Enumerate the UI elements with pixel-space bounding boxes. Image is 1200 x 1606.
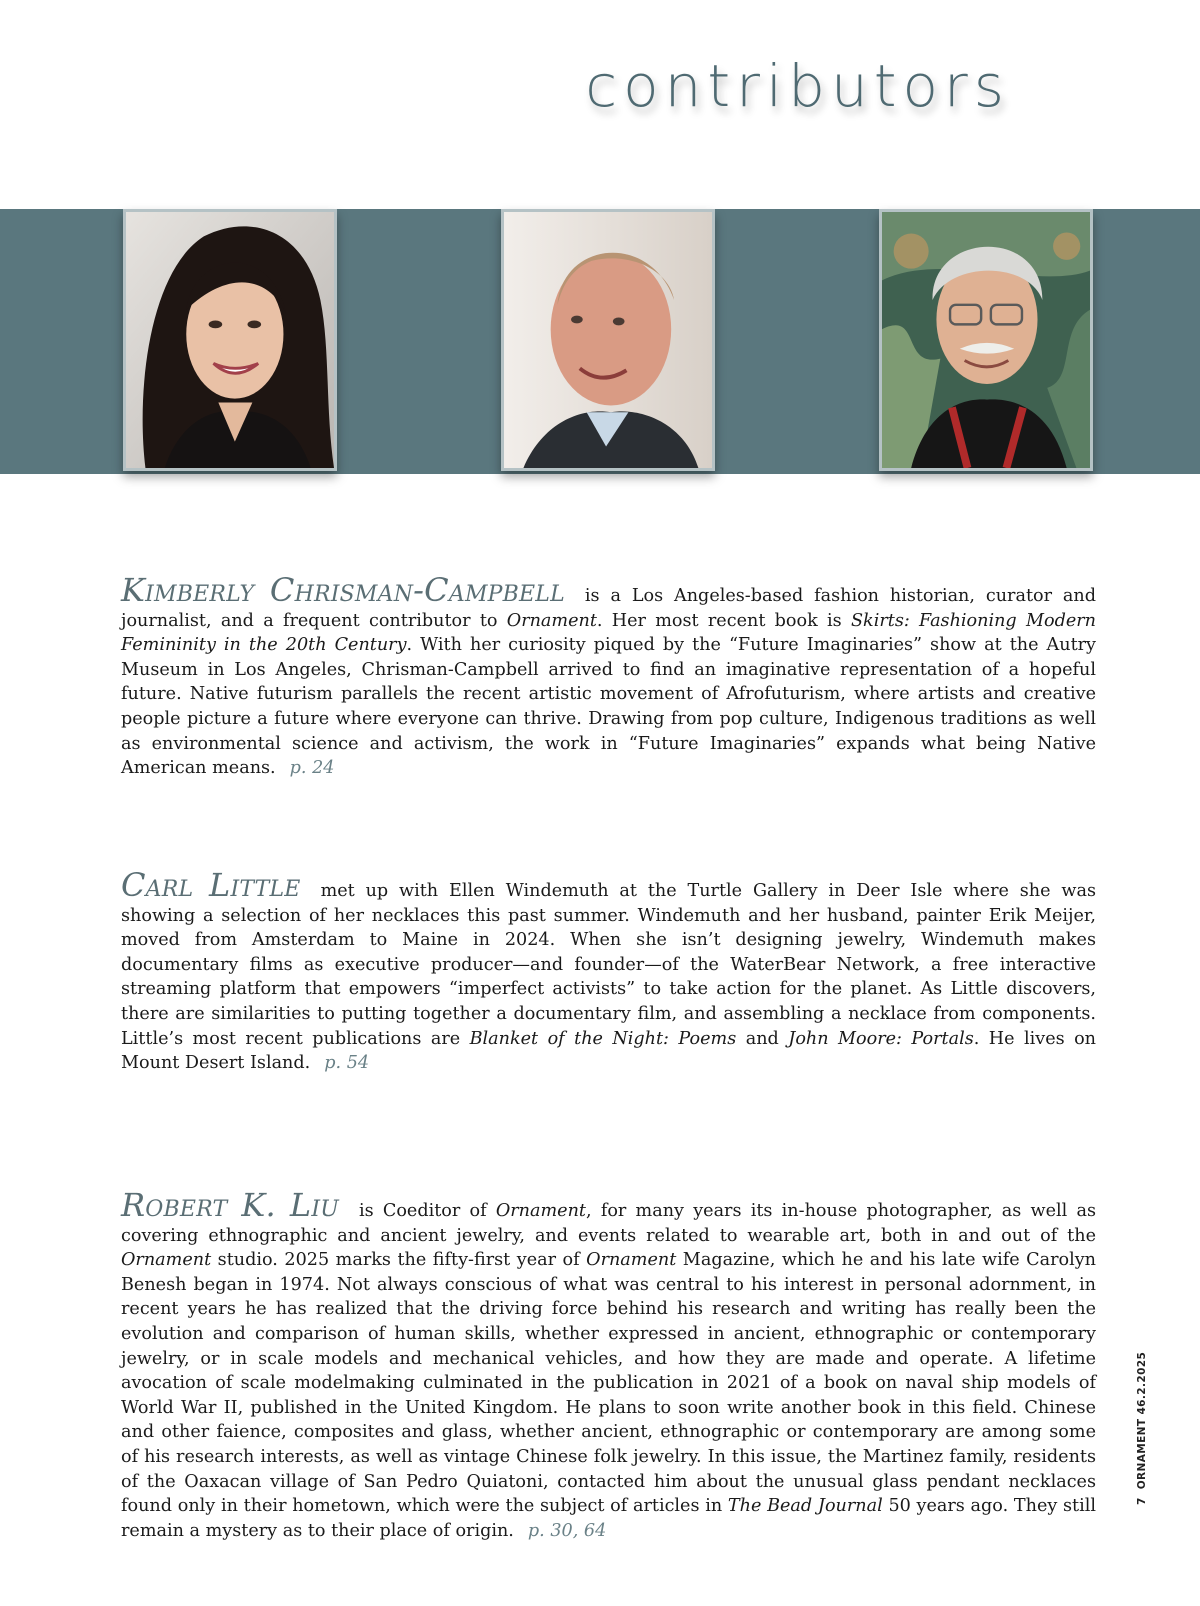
page-number: 7 <box>1136 1497 1148 1505</box>
page-reference: p. 54 <box>324 1053 370 1074</box>
contributor-name: Kimberly Chrisman-Campbell <box>121 571 565 609</box>
page-reference: p. 30, 64 <box>527 1520 607 1541</box>
contributor-bio: Kimberly Chrisman-Campbell is a Los Angeles-based fashion historian, curator and journalist, and a frequent contributor to Ornament. Her most recent book is Skirts: Fashioning Modern Femininity in the 20th Century. With her curiosity piqued by the “Future Imaginaries” show at the Autry Museum in Los Angeles, Chrisman-Campbell arrived to find an imaginative representation of a hopeful future. Native futurism parallels the recent artistic movement of Afrofuturism, where artists and creative people picture a future where everyone can thrive. Drawing from pop culture, Indigenous traditions as well as environmental science and activism, the work in “Future Imaginaries” expands what being Native American means. p. 24 <box>121 571 1096 779</box>
contributor-name: Carl Little <box>121 866 301 904</box>
page-reference: p. 24 <box>289 758 335 779</box>
contributor-bio: Carl Little met up with Ellen Windemuth at the Turtle Gallery in Deer Isle where she was showing a selection of her necklaces this past summer. Windemuth and her husband, painter Erik Meijer, moved from Amsterdam to Maine in 2024. When she isn’t designing jewelry, Windemuth makes documentary films as executive producer—and founder—of the WaterBear Network, a free interactive streaming platform that empowers “imperfect activists” to take action for the planet. As Little discovers, there are similarities to putting together a documentary film, and assembling a necklace from components. Little’s most recent publications are Blanket of the Night: Poems and John Moore: Portals. He lives on Mount Desert Island. p. 54 <box>121 866 1096 1074</box>
issue-label: ORNAMENT 46.2.2025 <box>1136 1351 1148 1490</box>
portrait-carl-little <box>501 209 715 471</box>
contributor-bio: Robert K. Liu is Coeditor of Ornament, for many years its in-house photographer, as well as covering ethnographic and ancient jewelry, and events related to wearable art, both in and out of the Ornament studio. 2025 marks the fifty-first year of Ornament Magazine, which he and his late wife Carolyn Benesh began in 1974. Not always conscious of what was central to his interest in personal adornment, in recent years he has realized that the driving force behind his research and writing has really been the evolution and comparison of human skills, whether expressed in ancient, ethnographic or contemporary jewelry, or in scale models and mechanical vehicles, and how they are made and operate. A lifetime avocation of scale modelmaking culminated in the publication in 2021 of a book on naval ship models of World War II, published in the United Kingdom. He plans to soon write another book in this field. Chinese and other faience, composites and glass, whether ancient, ethnographic or contemporary are among some of his research interests, as well as vintage Chinese folk jewelry. In this issue, the Martinez family, residents of the Oaxacan village of San Pedro Quiatoni, contacted him about the unusual glass pendant necklaces found only in their hometown, which were the subject of articles in The Bead Journal 50 years ago. They still remain a mystery as to their place of origin. p. 30, 64 <box>121 1186 1097 1541</box>
portrait-kimberly-chrisman-campbell <box>123 209 337 471</box>
contributor-name: Robert K. Liu <box>121 1186 339 1224</box>
folio <box>1136 1344 1148 1505</box>
portrait-robert-k-liu <box>879 209 1093 471</box>
page-title: contributors <box>585 52 1010 120</box>
